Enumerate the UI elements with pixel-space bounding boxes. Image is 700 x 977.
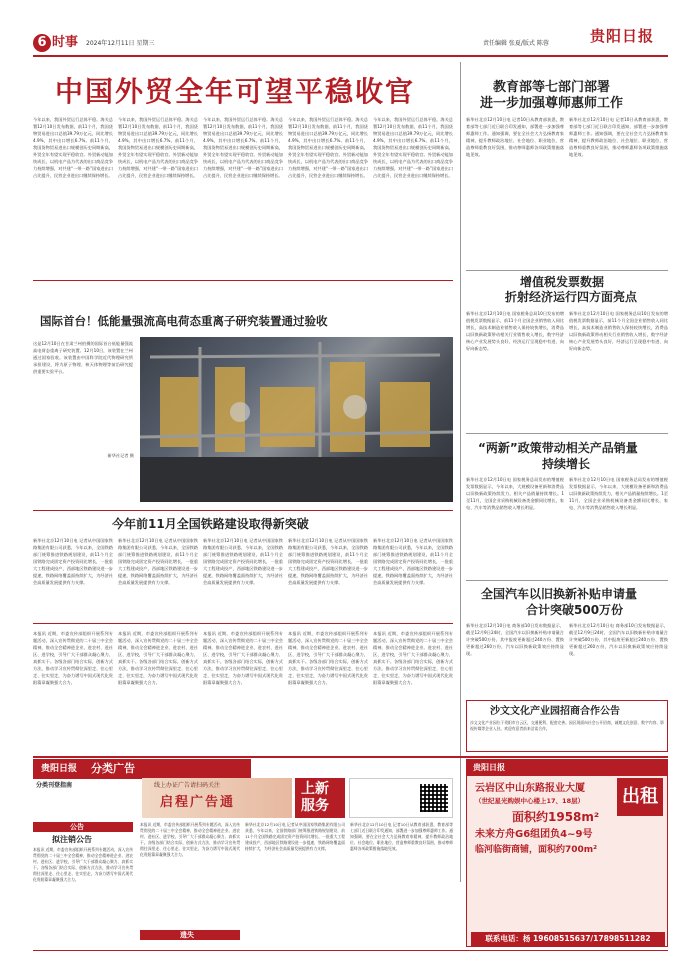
article-body-two-new-col2: 新华社北京12月10日电 国家税务总局发布的增值税发票数据显示，今年以来，大规模设备更新和消费品以旧换新政策持续发力，相关产品销量持续增长。1至11月，全国企业采购机械设备类金额同比增长，家电、汽车等消费品销售收入增长明显。 (569, 477, 668, 510)
page-number-badge: 6 (33, 34, 51, 52)
article-body-railway-col2: 新华社北京12月10日电 记者从中国国家铁路集团有限公司获悉，今年以来，全国铁路部门统筹推进铁路规划建设，前11个月全国铁路完成固定资产投资同比增长，一批重大工程建成投产，西部地区铁路建设进一步提速，铁路网络覆盖面持续扩大，为经济社会高质量发展提供有力支撑。 (118, 538, 198, 585)
qicheng-ad-banner (142, 778, 292, 818)
article-body-local-col5: 本报讯 近期，市委宣传部组织开展系列专题活动，深入宣传贯彻党的二十届三中全会精神，推动全会精神进企业、进农村、进社区、进学校，引导广大干部群众凝心聚力、真抓实干。各级各部门结合实际，创新方式方法，推动学习宣传贯彻往深里走、往心里走、往实里走，为奋力谱写中国式现代化贵阳篇章凝聚强大合力。 (373, 631, 453, 685)
article-body-car-tradein-col1: 新华社北京12月10日电 商务部10日发布数据显示，截至12月9日24时，全国汽车以旧换新补贴申请量合计突破500万份，其中报废更新超过240万份、置换更新超过260万份，汽车以旧换新政策效应持续显现。 (466, 623, 564, 656)
section-divider (466, 270, 668, 271)
article-body-local-col1: 本报讯 近期，市委宣传部组织开展系列专题活动，深入宣传贯彻党的二十届三中全会精神，推动全会精神进企业、进农村、进社区、进学校，引导广大干部群众凝心聚力、真抓实干。各级各部门结合实际，创新方式方法，推动学习宣传贯彻往深里走、往心里走、往实里走，为奋力谱写中国式现代化贵阳篇章凝聚强大合力。 (33, 631, 113, 685)
masthead-small: 贵阳日报 (41, 764, 78, 774)
article-subheadline-vat: 折射经济运行四方面亮点 (505, 290, 638, 304)
rental-location-1: 云岩区中山东路报业大厦 (475, 783, 585, 794)
masthead-small: 贵阳日报 (473, 763, 505, 772)
photo-caption-ion-device: 这是12月10日在甘肃兰州拍摄的国际首台低能量强流高电荷态重离子研究装置。12月10日，该装置在兰州通过国家验收。该装置由中国科学院近代物理研究所承担建设，将为原子物理、核天体物理等前沿研究提供重要实验平台。 (33, 341, 133, 374)
article-subheadline-two-new: 持续增长 (542, 457, 591, 471)
section-divider (466, 433, 668, 434)
classified-ad-header (33, 759, 251, 779)
ad-tagline: 线上办证广告请扫码关注 (154, 782, 221, 789)
issue-date: 2024年12月11日 星期三 (86, 40, 155, 47)
announce-title: 拟注销公告 (52, 835, 92, 844)
qr-code-block (349, 778, 453, 818)
lost-label: 遗失 (180, 931, 194, 939)
rental-area-2: 临河临街商铺，面积约700m² (475, 845, 598, 855)
section-title: 时事 (52, 35, 79, 50)
online-service-ad (295, 778, 345, 818)
online-label: 上新 (301, 781, 329, 797)
article-body-foreign-trade-col3: 今年以来，我国外贸运行总体平稳。海关总署12月10日发布数据，前11个月，我国货物贸易进出口总值39.79万亿元，同比增长4.9%，其中出口增长6.7%。前11个月，我国货物贸易进出口规模创历史同期新高，外贸全年有望实现平稳收官。外贸新动能加快成长，以机电产品为代表的出口商品竞争力持续增强，对共建“一带一路”国家进出口占比提升，民营企业进出口继续保持增长。 (203, 117, 283, 178)
rental-location-2: 未来方舟G6组团负4~9号 (475, 829, 593, 840)
rental-sale-label: 出租 (617, 778, 663, 816)
ads-top-rule (33, 756, 668, 758)
classified-col4: 新华社北京12月10日电 记者10日从教育部获悉，教育部等七部门近日联合印发通知，部署进一步加强尊师惠师工作。通知强调，要在全社会大力弘扬教育家精神，提升教师政治地位、社会地位、职业地位，营造尊师重教良好氛围，推动尊师惠师各项政策措施落地见效。 (350, 822, 453, 851)
article-body-education-col1: 新华社北京12月10日电 记者10日从教育部获悉，教育部等七部门近日联合印发通知，部署进一步加强尊师惠师工作。通知强调，要在全社会大力弘扬教育家精神，提升教师政治地位、社会地位、职业地位，营造尊师重教良好氛围，推动尊师惠师各项政策措施落地见效。 (466, 117, 564, 157)
editor-credits: 责任编辑 张夏/版式 陈蓉 (483, 40, 549, 47)
header-divider (33, 55, 668, 57)
article-headline-ion-device: 国际首台！低能量强流高电荷态重离子研究装置通过验收 (40, 314, 328, 328)
newspaper-masthead: 贵阳日报 (590, 27, 655, 45)
article-headline-car-tradein: 全国汽车以旧换新补贴申请量 (481, 587, 638, 601)
article-body-railway-col1: 新华社北京12月10日电 记者从中国国家铁路集团有限公司获悉，今年以来，全国铁路部门统筹推进铁路规划建设，前11个月全国铁路完成固定资产投资同比增长，一批重大工程建成投产，西部地区铁路建设进一步提速，铁路网络覆盖面持续扩大，为经济社会高质量发展提供有力支撑。 (33, 538, 113, 585)
article-body-vat-col1: 新华社北京12月10日电 国家税务总局10日发布的增值税发票数据显示，前11个月全国企业销售收入同比增长，高技术制造业销售收入保持较快增长，消费品以旧换新政策带动相关行业销售收入增长，数字经济核心产业发展势头良好，经济运行呈现稳中有进、向好向新态势。 (466, 311, 564, 351)
article-body-education-col2: 新华社北京12月10日电 记者10日从教育部获悉，教育部等七部门近日联合印发通知，部署进一步加强尊师惠师工作。通知强调，要在全社会大力弘扬教育家精神，提升教师政治地位、社会地位、职业地位，营造尊师重教良好氛围，推动尊师惠师各项政策措施落地见效。 (569, 117, 668, 157)
article-headline-two-new: “两新”政策带动相关产品销量 (478, 441, 638, 455)
notice-body-shawen: 沙文文化产业园位于贵阳市白云区，交通便利、配套完善。园区现面向社会公开招商，诚邀文化创意、数字内容、影视传媒等企业入驻。欢迎有意者前来洽谈合作。 (470, 720, 664, 731)
article-body-foreign-trade-col5: 今年以来，我国外贸运行总体平稳。海关总署12月10日发布数据，前11个月，我国货物贸易进出口总值39.79万亿元，同比增长4.9%，其中出口增长6.7%。前11个月，我国货物贸易进出口规模创历史同期新高，外贸全年有望实现平稳收官。外贸新动能加快成长，以机电产品为代表的出口商品竞争力持续增强，对共建“一带一路”国家进出口占比提升，民营企业进出口继续保持增长。 (373, 117, 453, 178)
article-body-local-col2: 本报讯 近期，市委宣传部组织开展系列专题活动，深入宣传贯彻党的二十届三中全会精神，推动全会精神进企业、进农村、进社区、进学校，引导广大干部群众凝心聚力、真抓实干。各级各部门结合实际，创新方式方法，推动学习宣传贯彻往深里走、往心里走、往实里走，为奋力谱写中国式现代化贵阳篇章凝聚强大合力。 (118, 631, 198, 685)
article-body-railway-col5: 新华社北京12月10日电 记者从中国国家铁路集团有限公司获悉，今年以来，全国铁路部门统筹推进铁路规划建设，前11个月全国铁路完成固定资产投资同比增长，一批重大工程建成投产，西部地区铁路建设进一步提速，铁路网络覆盖面持续扩大，为经济社会高质量发展提供有力支撑。 (373, 538, 453, 585)
rental-area-1: 面积约1958m² (512, 810, 600, 824)
article-divider-red (33, 623, 453, 624)
article-body-local-col4: 本报讯 近期，市委宣传部组织开展系列专题活动，深入宣传贯彻党的二十届三中全会精神，推动全会精神进企业、进农村、进社区、进学校，引导广大干部群众凝心聚力、真抓实干。各级各部门结合实际，创新方式方法，推动学习宣传贯彻往深里走、往心里走、往实里走，为奋力谱写中国式现代化贵阳篇章凝聚强大合力。 (288, 631, 368, 685)
article-body-foreign-trade-col1: 今年以来，我国外贸运行总体平稳。海关总署12月10日发布数据，前11个月，我国货物贸易进出口总值39.79万亿元，同比增长4.9%，其中出口增长6.7%。前11个月，我国货物贸易进出口规模创历史同期新高，外贸全年有望实现平稳收官。外贸新动能加快成长，以机电产品为代表的出口商品竞争力持续增强，对共建“一带一路”国家进出口占比提升，民营企业进出口继续保持增长。 (33, 117, 113, 178)
article-body-two-new-col1: 新华社北京12月10日电 国家税务总局发布的增值税发票数据显示，今年以来，大规模设备更新和消费品以旧换新政策持续发力，相关产品销量持续增长。1至11月，全国企业采购机械设备类金额同比增长，家电、汽车等消费品销售收入增长明显。 (466, 477, 564, 510)
photo-ion-research-device (140, 337, 453, 502)
article-headline-education: 教育部等七部门部署 (493, 80, 611, 95)
article-body-railway-col3: 新华社北京12月10日电 记者从中国国家铁路集团有限公司获悉，今年以来，全国铁路部门统筹推进铁路规划建设，前11个月全国铁路完成固定资产投资同比增长，一批重大工程建成投产，西部地区铁路建设进一步提速，铁路网络覆盖面持续扩大，为经济社会高质量发展提供有力支撑。 (203, 538, 283, 585)
article-headline-vat: 增值税发票数据 (520, 275, 605, 289)
announce-body: 本报讯 近期，市委宣传部组织开展系列专题活动，深入宣传贯彻党的二十届三中全会精神，推动全会精神进企业、进农村、进社区、进学校，引导广大干部群众凝心聚力、真抓实干。各级各部门结合实际，创新方式方法，推动学习宣传贯彻往深里走、往心里走、往实里走，为奋力谱写中国式现代化贵阳篇章凝聚强大合力。 (33, 847, 133, 882)
article-subheadline-education: 进一步加强尊师惠师工作 (480, 96, 624, 111)
classified-label: 分类广告 (91, 762, 135, 775)
section-divider (466, 580, 668, 581)
article-headline-railway: 今年前11月全国铁路建设取得新突破 (112, 517, 309, 531)
qr-code-icon (420, 784, 448, 812)
article-divider-red (33, 510, 453, 511)
article-body-foreign-trade-col2: 今年以来，我国外贸运行总体平稳。海关总署12月10日发布数据，前11个月，我国货物贸易进出口总值39.79万亿元，同比增长4.9%，其中出口增长6.7%。前11个月，我国货物贸易进出口规模创历史同期新高，外贸全年有望实现平稳收官。外贸新动能加快成长，以机电产品为代表的出口商品竞争力持续增强，对共建“一带一路”国家进出口占比提升，民营企业进出口继续保持增长。 (118, 117, 198, 178)
article-body-local-col3: 本报讯 近期，市委宣传部组织开展系列专题活动，深入宣传贯彻党的二十届三中全会精神，推动全会精神进企业、进农村、进社区、进学校，引导广大干部群众凝心聚力、真抓实干。各级各部门结合实际，创新方式方法，推动学习宣传贯彻往深里走、往心里走、往实里走，为奋力谱写中国式现代化贵阳篇章凝聚强大合力。 (203, 631, 283, 685)
article-headline-foreign-trade: 中国外贸全年可望平稳收官 (55, 75, 416, 108)
article-body-vat-col2: 新华社北京12月10日电 国家税务总局10日发布的增值税发票数据显示，前11个月全国企业销售收入同比增长，高技术制造业销售收入保持较快增长，消费品以旧换新政策带动相关行业销售收入增长，数字经济核心产业发展势头良好，经济运行呈现稳中有进、向好向新态势。 (569, 311, 668, 351)
classified-col3: 新华社北京12月10日电 记者从中国国家铁路集团有限公司获悉，今年以来，全国铁路部门统筹推进铁路规划建设，前11个月全国铁路完成固定资产投资同比增长，一批重大工程建成投产，西部地区铁路建设进一步提速，铁路网络覆盖面持续扩大，为经济社会高质量发展提供有力支撑。 (245, 822, 345, 851)
announce-label: 公告 (70, 823, 84, 831)
page-bottom-rule (33, 950, 668, 951)
rental-ad (466, 759, 668, 947)
ad-name: 启程广告通 (160, 795, 236, 810)
column-divider (460, 62, 461, 882)
rental-location-1-detail: （世纪星光购娱中心楼上17、18层） (475, 797, 585, 805)
photo-credit: 新华社记者 摄 (107, 453, 134, 458)
classified-col2: 本报讯 近期，市委宣传部组织开展系列专题活动，深入宣传贯彻党的二十届三中全会精神，推动全会精神进企业、进农村、进社区、进学校，引导广大干部群众凝心聚力、真抓实干。各级各部门结合实际，创新方式方法，推动学习宣传贯彻往深里走、往心里走、往实里走，为奋力谱写中国式现代化贵阳篇章凝聚强大合力。 (140, 822, 240, 857)
article-body-foreign-trade-col4: 今年以来，我国外贸运行总体平稳。海关总署12月10日发布数据，前11个月，我国货物贸易进出口总值39.79万亿元，同比增长4.9%，其中出口增长6.7%。前11个月，我国货物贸易进出口规模创历史同期新高，外贸全年有望实现平稳收官。外贸新动能加快成长，以机电产品为代表的出口商品竞争力持续增强，对共建“一带一路”国家进出口占比提升，民营企业进出口继续保持增长。 (288, 117, 368, 178)
article-body-railway-col4: 新华社北京12月10日电 记者从中国国家铁路集团有限公司获悉，今年以来，全国铁路部门统筹推进铁路规划建设，前11个月全国铁路完成固定资产投资同比增长，一批重大工程建成投产，西部地区铁路建设进一步提速，铁路网络覆盖面持续扩大，为经济社会高质量发展提供有力支撑。 (288, 538, 368, 585)
online-label2: 服务 (301, 798, 329, 814)
article-subheadline-car-tradein: 合计突破500万份 (526, 603, 624, 617)
classified-guide: 分类刊登指南 (36, 782, 73, 789)
article-body-car-tradein-col2: 新华社北京12月10日电 商务部10日发布数据显示，截至12月9日24时，全国汽车以旧换新补贴申请量合计突破500万份，其中报废更新超过240万份、置换更新超过260万份，汽车以旧换新政策效应持续显现。 (569, 623, 668, 656)
ion-device-illustration (140, 337, 453, 502)
article-divider-red (33, 280, 453, 281)
notice-headline-shawen: 沙文文化产业园招商合作公告 (490, 706, 620, 717)
rental-contact: 联系电话：杨 19608515637/17898511282 (471, 932, 665, 946)
